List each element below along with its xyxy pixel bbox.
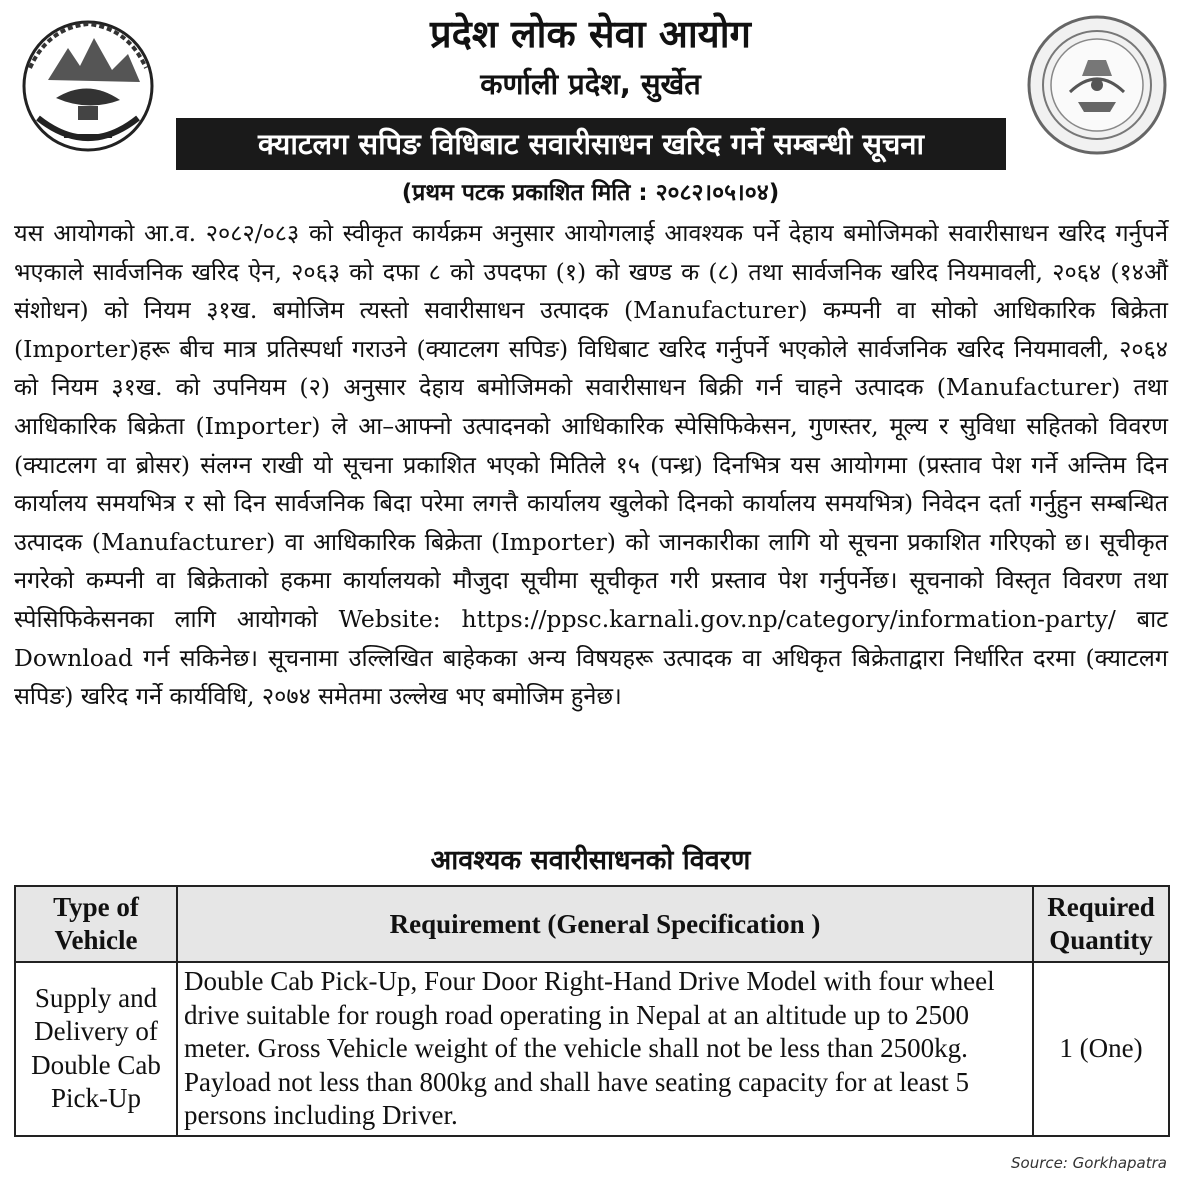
requirement-cell: Double Cab Pick-Up, Four Door Right-Hand Drive Model with four wheel drive suitable for rough road operating in Nepal at an altitude up to 2500 meter. Gross Vehicle weight of the vehicle shall not be less than 2500kg. Payload not less than 800kg and shall have seating capacity for at least 5 persons including Driver.: [177, 962, 1033, 1136]
table-row: [15, 962, 1169, 1136]
source-credit: Source: Gorkhapatra: [1011, 1154, 1167, 1172]
vehicle-spec-table: [14, 885, 1170, 1137]
column-header-requirement: Requirement (General Specification ): [177, 886, 1033, 962]
quantity-cell: 1 (One): [1033, 962, 1169, 1136]
organization-location: कर्णाली प्रदेश, सुर्खेत: [480, 67, 701, 101]
organization-name: प्रदेश लोक सेवा आयोग: [430, 12, 751, 56]
column-header-quantity: Required Quantity: [1033, 886, 1169, 962]
vehicle-type-cell: Supply and Delivery of Double Cab Pick-Up: [15, 962, 177, 1136]
column-header-type: Type of Vehicle: [15, 886, 177, 962]
vehicle-details-heading: आवश्यक सवारीसाधनको विवरण: [430, 845, 751, 876]
published-date: (प्रथम पटक प्रकाशित मिति : २०८२।०५।०४): [401, 180, 780, 206]
table-header-row: [15, 886, 1169, 962]
notice-body-paragraph: यस आयोगको आ.व. २०८२/०८३ को स्वीकृत कार्यक्रम अनुसार आयोगलाई आवश्यक पर्ने देहाय बमोजिमको सवारीसाधन खरिद गर्नुपर्ने भएकाले सार्वजनिक खरिद ऐन, २०६३ को दफा ८ को उपदफा (१) को खण्ड क (८) तथा सार्वजनिक खरिद नियमावली, २०६४ (१४औं संशोधन) को नियम ३१ख. बमोजिम त्यस्तो सवारीसाधन उत्पादक (Manufacturer) कम्पनी वा सोको आधिकारिक बिक्रेता (Importer)हरू बीच मात्र प्रतिस्पर्धा गराउने (क्याटलग सपिङ) विधिबाट खरिद गर्नुपर्ने भएकोले सार्वजनिक खरिद नियमावली, २०६४ को नियम ३१ख. को उपनियम (२) अनुसार देहाय बमोजिमको सवारीसाधन बिक्री गर्न चाहने उत्पादक (Manufacturer) तथा आधिकारिक बिक्रेता (Importer) ले आ–आफ्नो उत्पादनको आधिकारिक स्पेसिफिकेसन, गुणस्तर, मूल्य र सुविधा सहितको विवरण (क्याटलग वा ब्रोसर) संलग्न राखी यो सूचना प्रकाशित भएको मितिले १५ (पन्ध्र) दिनभित्र यस आयोगमा (प्रस्ताव पेश गर्ने अन्तिम दिन कार्यालय समयभित्र र सो दिन सार्वजनिक बिदा परेमा लगत्तै कार्यालय खुलेको दिनको कार्यालय समयभित्र) निवेदन दर्ता गर्नुहुन सम्बन्धित उत्पादक (Manufacturer) वा आधिकारिक बिक्रेता (Importer) को जानकारीका लागि यो सूचना प्रकाशित गरिएको छ। सूचीकृत नगरेको कम्पनी वा बिक्रेताको हकमा कार्यालयको मौजुदा सूचीमा सूचीकृत गरी प्रस्ताव पेश गर्नुपर्नेछ। सूचनाको विस्तृत विवरण तथा स्पेसिफिकेसनका लागि आयोगको Website: https://ppsc.karnali.gov.np/category/information-party/ बाट Download गर्न सकिनेछ। सूचनामा उल्लिखित बाहेकका अन्य विषयहरू उत्पादक वा अधिकृत बिक्रेताद्वारा निर्धारित दरमा (क्याटलग सपिङ) खरिद गर्ने कार्यविधि, २०७४ समेतमा उल्लेख भए बमोजिम हुनेछ।: [14, 219, 1168, 711]
notice-title: क्याटलग सपिङ विधिबाट सवारीसाधन खरिद गर्ने सम्बन्धी सूचना: [176, 118, 1006, 170]
